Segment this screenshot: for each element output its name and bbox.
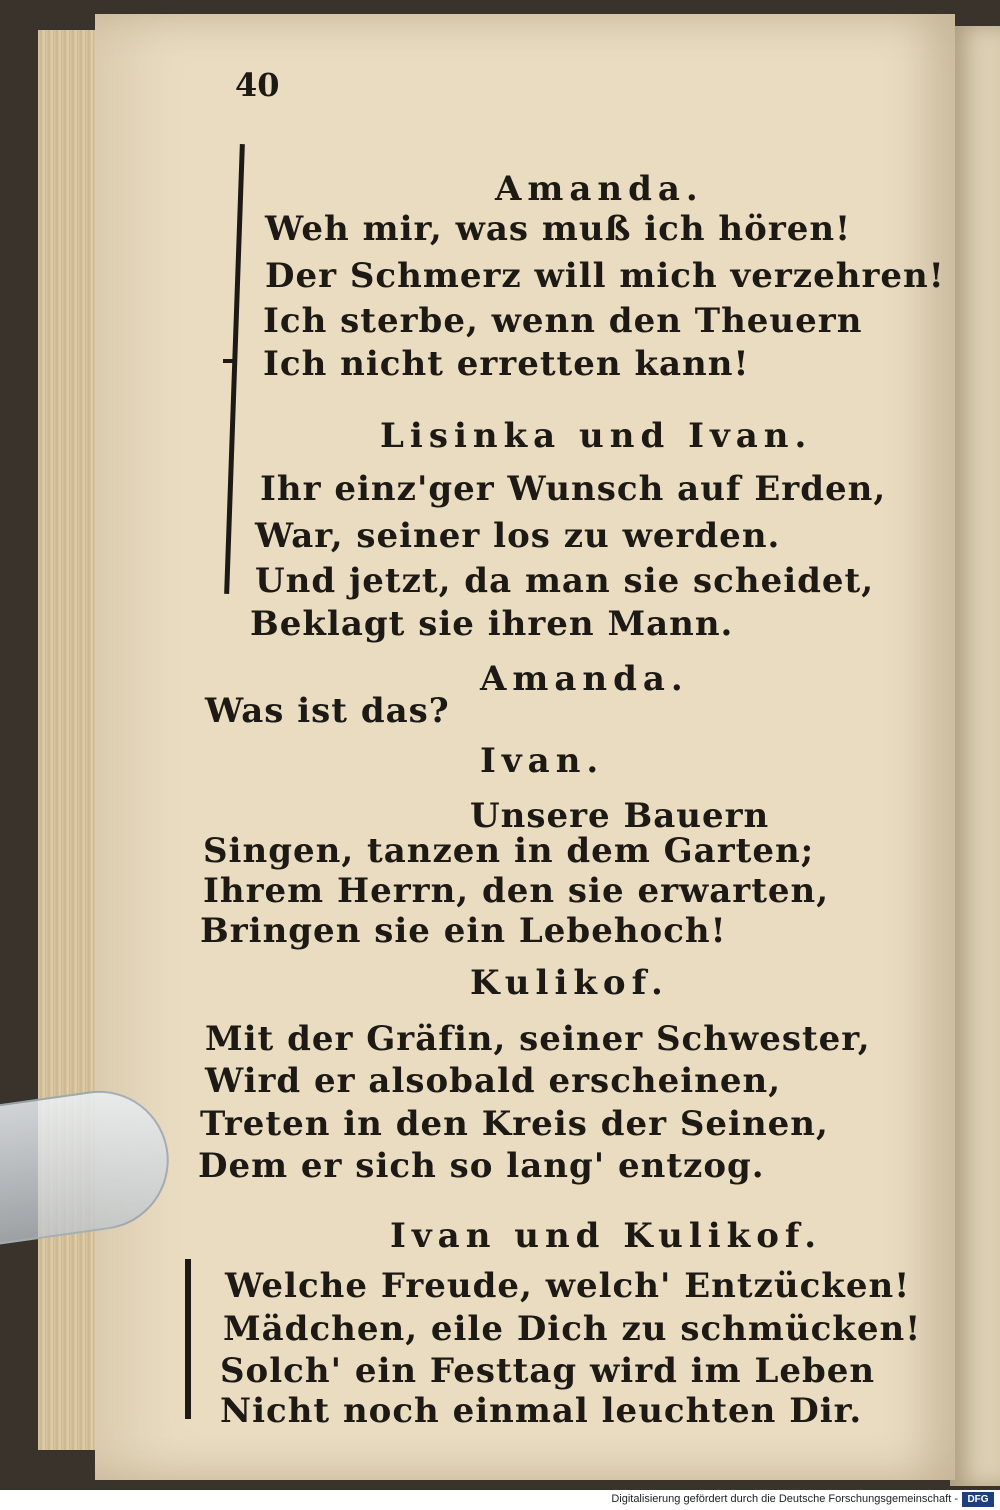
verse-line: Wird er alsobald erscheinen,: [205, 1061, 782, 1101]
brace: [224, 144, 245, 594]
verse-line: Und jetzt, da man sie scheidet,: [255, 561, 875, 601]
verse-line: War, seiner los zu werden.: [255, 516, 781, 556]
verse-line: Der Schmerz will mich verzehren!: [265, 256, 945, 296]
speaker-heading: Lisinka und Ivan.: [380, 416, 813, 456]
speaker-heading: Amanda.: [480, 659, 689, 699]
speaker-heading: Amanda.: [495, 169, 704, 209]
verse-line: Ihrem Herrn, den sie erwarten,: [203, 871, 830, 911]
verse-line: Ihr einz'ger Wunsch auf Erden,: [260, 469, 887, 509]
verse-line: Bringen sie ein Lebehoch!: [200, 911, 727, 951]
verse-line: Welche Freude, welch' Entzücken!: [225, 1266, 911, 1306]
verse-line: Was ist das?: [205, 691, 450, 731]
page-number: 40: [235, 66, 280, 104]
verse-line: Solch' ein Festtag wird im Leben: [220, 1351, 876, 1391]
speaker-heading: Kulikof.: [470, 963, 669, 1003]
verse-line: Treten in den Kreis der Seinen,: [200, 1104, 829, 1144]
verse-line: Mädchen, eile Dich zu schmücken!: [223, 1309, 922, 1349]
brace: [185, 1259, 191, 1419]
verse-line: Beklagt sie ihren Mann.: [250, 604, 734, 644]
verse-line: Nicht noch einmal leuchten Dir.: [220, 1391, 863, 1431]
speaker-heading: Ivan.: [480, 741, 605, 781]
speaker-heading: Ivan und Kulikof.: [390, 1216, 823, 1256]
footer-credit: Digitalisierung gefördert durch die Deutsche Forschungsgemeinschaft -: [611, 1493, 958, 1505]
verse-line: Ich sterbe, wenn den Theuern: [263, 301, 863, 341]
verse-line: Unsere Bauern: [470, 796, 770, 836]
book-page: [95, 14, 955, 1480]
footer: [0, 1490, 1000, 1510]
facing-page-edge: [950, 26, 1000, 1486]
verse-line: Weh mir, was muß ich hören!: [265, 209, 852, 249]
verse-line: Ich nicht erretten kann!: [263, 344, 750, 384]
dfg-logo: DFG: [962, 1492, 994, 1507]
verse-line: Mit der Gräfin, seiner Schwester,: [205, 1019, 871, 1059]
verse-line: Dem er sich so lang' entzog.: [198, 1146, 765, 1186]
brace-tip: [223, 359, 235, 363]
verse-line: Singen, tanzen in dem Garten;: [203, 831, 815, 871]
